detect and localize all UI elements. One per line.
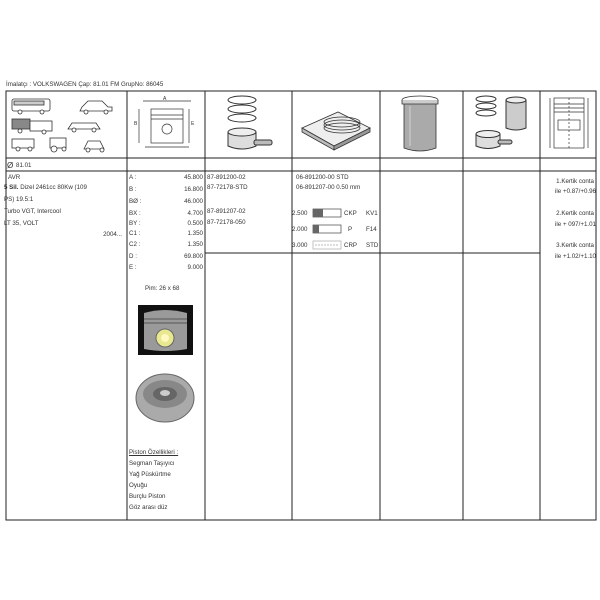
- ring-code: KV1: [366, 210, 378, 217]
- ring-code: STD: [366, 242, 379, 249]
- piston-feature-item: Burçlu Piston: [129, 493, 166, 500]
- kit-code: 06-891207-00 0.50 mm: [296, 184, 361, 191]
- piston-features-title: Piston Özellikleri :: [129, 449, 179, 456]
- ring-thickness: 2.000: [292, 226, 308, 233]
- dim-label: E :: [129, 264, 137, 271]
- ring-profile-icon: [312, 208, 342, 218]
- piston-feature-item: Yağ Püskürtme: [129, 471, 171, 478]
- dim-label: B :: [129, 186, 137, 193]
- pin-size: Pim: 26 x 68: [145, 285, 180, 292]
- piston-feature-item: Oyuğu: [129, 482, 148, 489]
- gasket-note-line: 1.Kertik conta: [556, 178, 594, 185]
- ring-type: CKP: [344, 210, 357, 217]
- gasket-note-line: ile +1.02/+1.10: [555, 253, 596, 260]
- piston-feature-item: Segman Taşıyıcı: [129, 460, 175, 467]
- ring-profile-icon: [312, 240, 342, 250]
- gasket-note-line: 3.Kertik conta: [556, 242, 594, 249]
- ring-profile-icon: [312, 224, 342, 234]
- gasket-note-line: 2.Kertik conta: [556, 210, 594, 217]
- engine-compression: PS) 19.5:1: [4, 196, 34, 203]
- svg-text:B: B: [134, 121, 138, 127]
- diameter-value: 81.01: [16, 162, 32, 169]
- piston-feature-item: Göz arası düz: [129, 504, 168, 511]
- ring-code: F14: [366, 226, 377, 233]
- manufacturer-header: İmalatçı : VOLKSWAGEN Çap: 81.01 FM GrupNo: 86045: [6, 81, 164, 88]
- piston-code: 87-891207-02: [207, 208, 246, 215]
- dim-label: BY :: [129, 220, 141, 227]
- cylinder-liner-icon: [395, 94, 445, 156]
- dim-value: 1.350: [187, 241, 203, 248]
- dim-value: 4.700: [187, 210, 203, 217]
- dim-value: 1.350: [187, 230, 203, 237]
- dim-label: A :: [129, 174, 137, 181]
- diameter-symbol: Ø: [7, 161, 14, 170]
- kit-code: 06-891200-00 STD: [296, 174, 349, 181]
- piston-code: 87-891200-02: [207, 174, 246, 181]
- piston-code: 87-72178-050: [207, 219, 246, 226]
- piston-side-photo: [138, 305, 193, 355]
- vehicle-types-icon: [10, 95, 122, 155]
- model-year: 2004...: [103, 231, 122, 238]
- cylinder-count: 5 Sil.: [4, 184, 19, 191]
- ring-type: P: [348, 226, 353, 233]
- engine-spec-line: [4, 184, 87, 191]
- ring-type: CRP: [344, 242, 358, 249]
- dim-value: 0.500: [187, 220, 203, 227]
- dim-value: 69.800: [184, 253, 203, 260]
- vehicle-model: LT 35, VOLT: [4, 220, 39, 227]
- gasket-note-line: ile +0.87/+0.96: [555, 188, 596, 195]
- piston-code: 87-72178-STD: [207, 184, 248, 191]
- piston-kit-icon: [470, 94, 534, 156]
- svg-text:E: E: [191, 121, 195, 127]
- dim-value: 46.000: [184, 198, 203, 205]
- piston-dimension-diagram-icon: [133, 95, 201, 155]
- dim-label: BØ :: [129, 198, 142, 205]
- dim-label: D :: [129, 253, 137, 260]
- dim-label: C1 :: [129, 230, 141, 237]
- engine-code: AVR: [8, 174, 21, 181]
- piston-top-photo: [134, 372, 196, 424]
- ring-set-box-icon: [298, 98, 374, 152]
- gasket-note-line: ile + 097/+1.01: [555, 221, 596, 228]
- ring-thickness: 2.500: [292, 210, 308, 217]
- ring-thickness: 3.000: [292, 242, 308, 249]
- dim-value: 16.800: [184, 186, 203, 193]
- dim-label: C2 :: [129, 241, 141, 248]
- dim-value: 45.800: [184, 174, 203, 181]
- piston-with-rings-icon: [220, 94, 280, 156]
- dim-label: BX :: [129, 210, 141, 217]
- engine-displacement: Dizel 2461cc 80Kw (109: [20, 184, 87, 191]
- piston-section-icon: [546, 94, 592, 156]
- dim-value: 9.000: [187, 264, 203, 271]
- engine-turbo: Turbo VGT, Intercool: [4, 208, 61, 215]
- svg-text:A: A: [163, 96, 167, 102]
